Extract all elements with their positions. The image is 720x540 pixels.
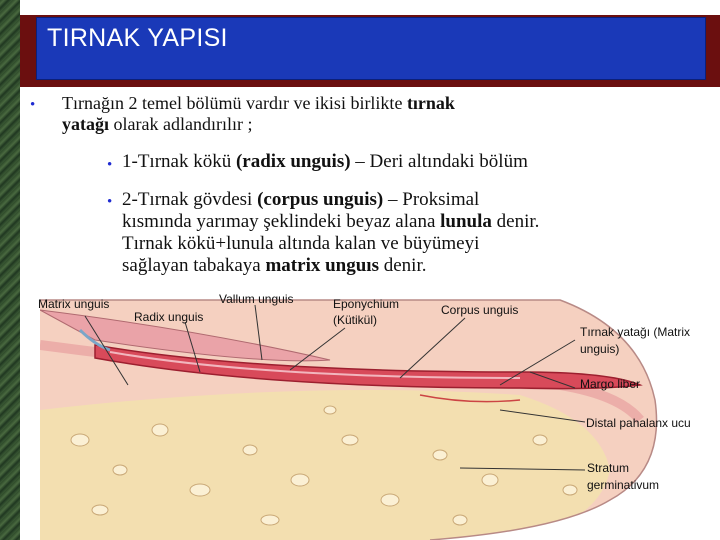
label-tirnak-yatagi: Tırnak yatağı (Matrix	[580, 325, 691, 339]
label-matrix-unguis: Matrix unguis	[38, 297, 110, 311]
slide-title: TIRNAK YAPISI	[47, 24, 228, 52]
bullet-icon: •	[107, 157, 113, 173]
bullet-1-line-1: Tırnağın 2 temel bölümü vardır ve ikisi birlikte tırnak	[62, 93, 455, 113]
label-distal-phalanx: Distal pahalanx ucu	[586, 416, 691, 430]
bullet-3-line-2: kısmında yarımay şeklindeki beyaz alana lunula denir.	[122, 211, 540, 232]
label-corpus-unguis: Corpus unguis	[441, 303, 519, 317]
bullet-icon: •	[107, 194, 113, 210]
label-stratum: Stratum	[587, 461, 630, 475]
label-vallum-unguis: Vallum unguis	[219, 292, 294, 306]
bullet-3-line-1: 2-Tırnak gövdesi (corpus unguis) – Proksimal	[122, 189, 480, 210]
bullet-3-line-4: sağlayan tabakaya matrix unguıs denir.	[122, 255, 427, 276]
label-eponychium: Eponychium	[333, 297, 400, 311]
label-tirnak-yatagi-2: unguis)	[580, 342, 620, 356]
bullet-icon: •	[30, 97, 36, 113]
bullet-1-line-2: yatağı olarak adlandırılır ;	[62, 114, 253, 134]
bullet-3-line-3: Tırnak kökü+lunula altında kalan ve büyümeyi	[122, 233, 480, 254]
label-radix-unguis: Radix unguis	[134, 310, 204, 324]
label-stratum-germinativum: germinativum	[587, 478, 660, 492]
label-margo-liber: Margo liber	[580, 377, 641, 391]
bullet-2-text: 1-Tırnak kökü (radix unguis) – Deri altındaki bölüm	[122, 151, 528, 172]
label-eponychium-kutikul: (Kütikül)	[333, 313, 378, 327]
